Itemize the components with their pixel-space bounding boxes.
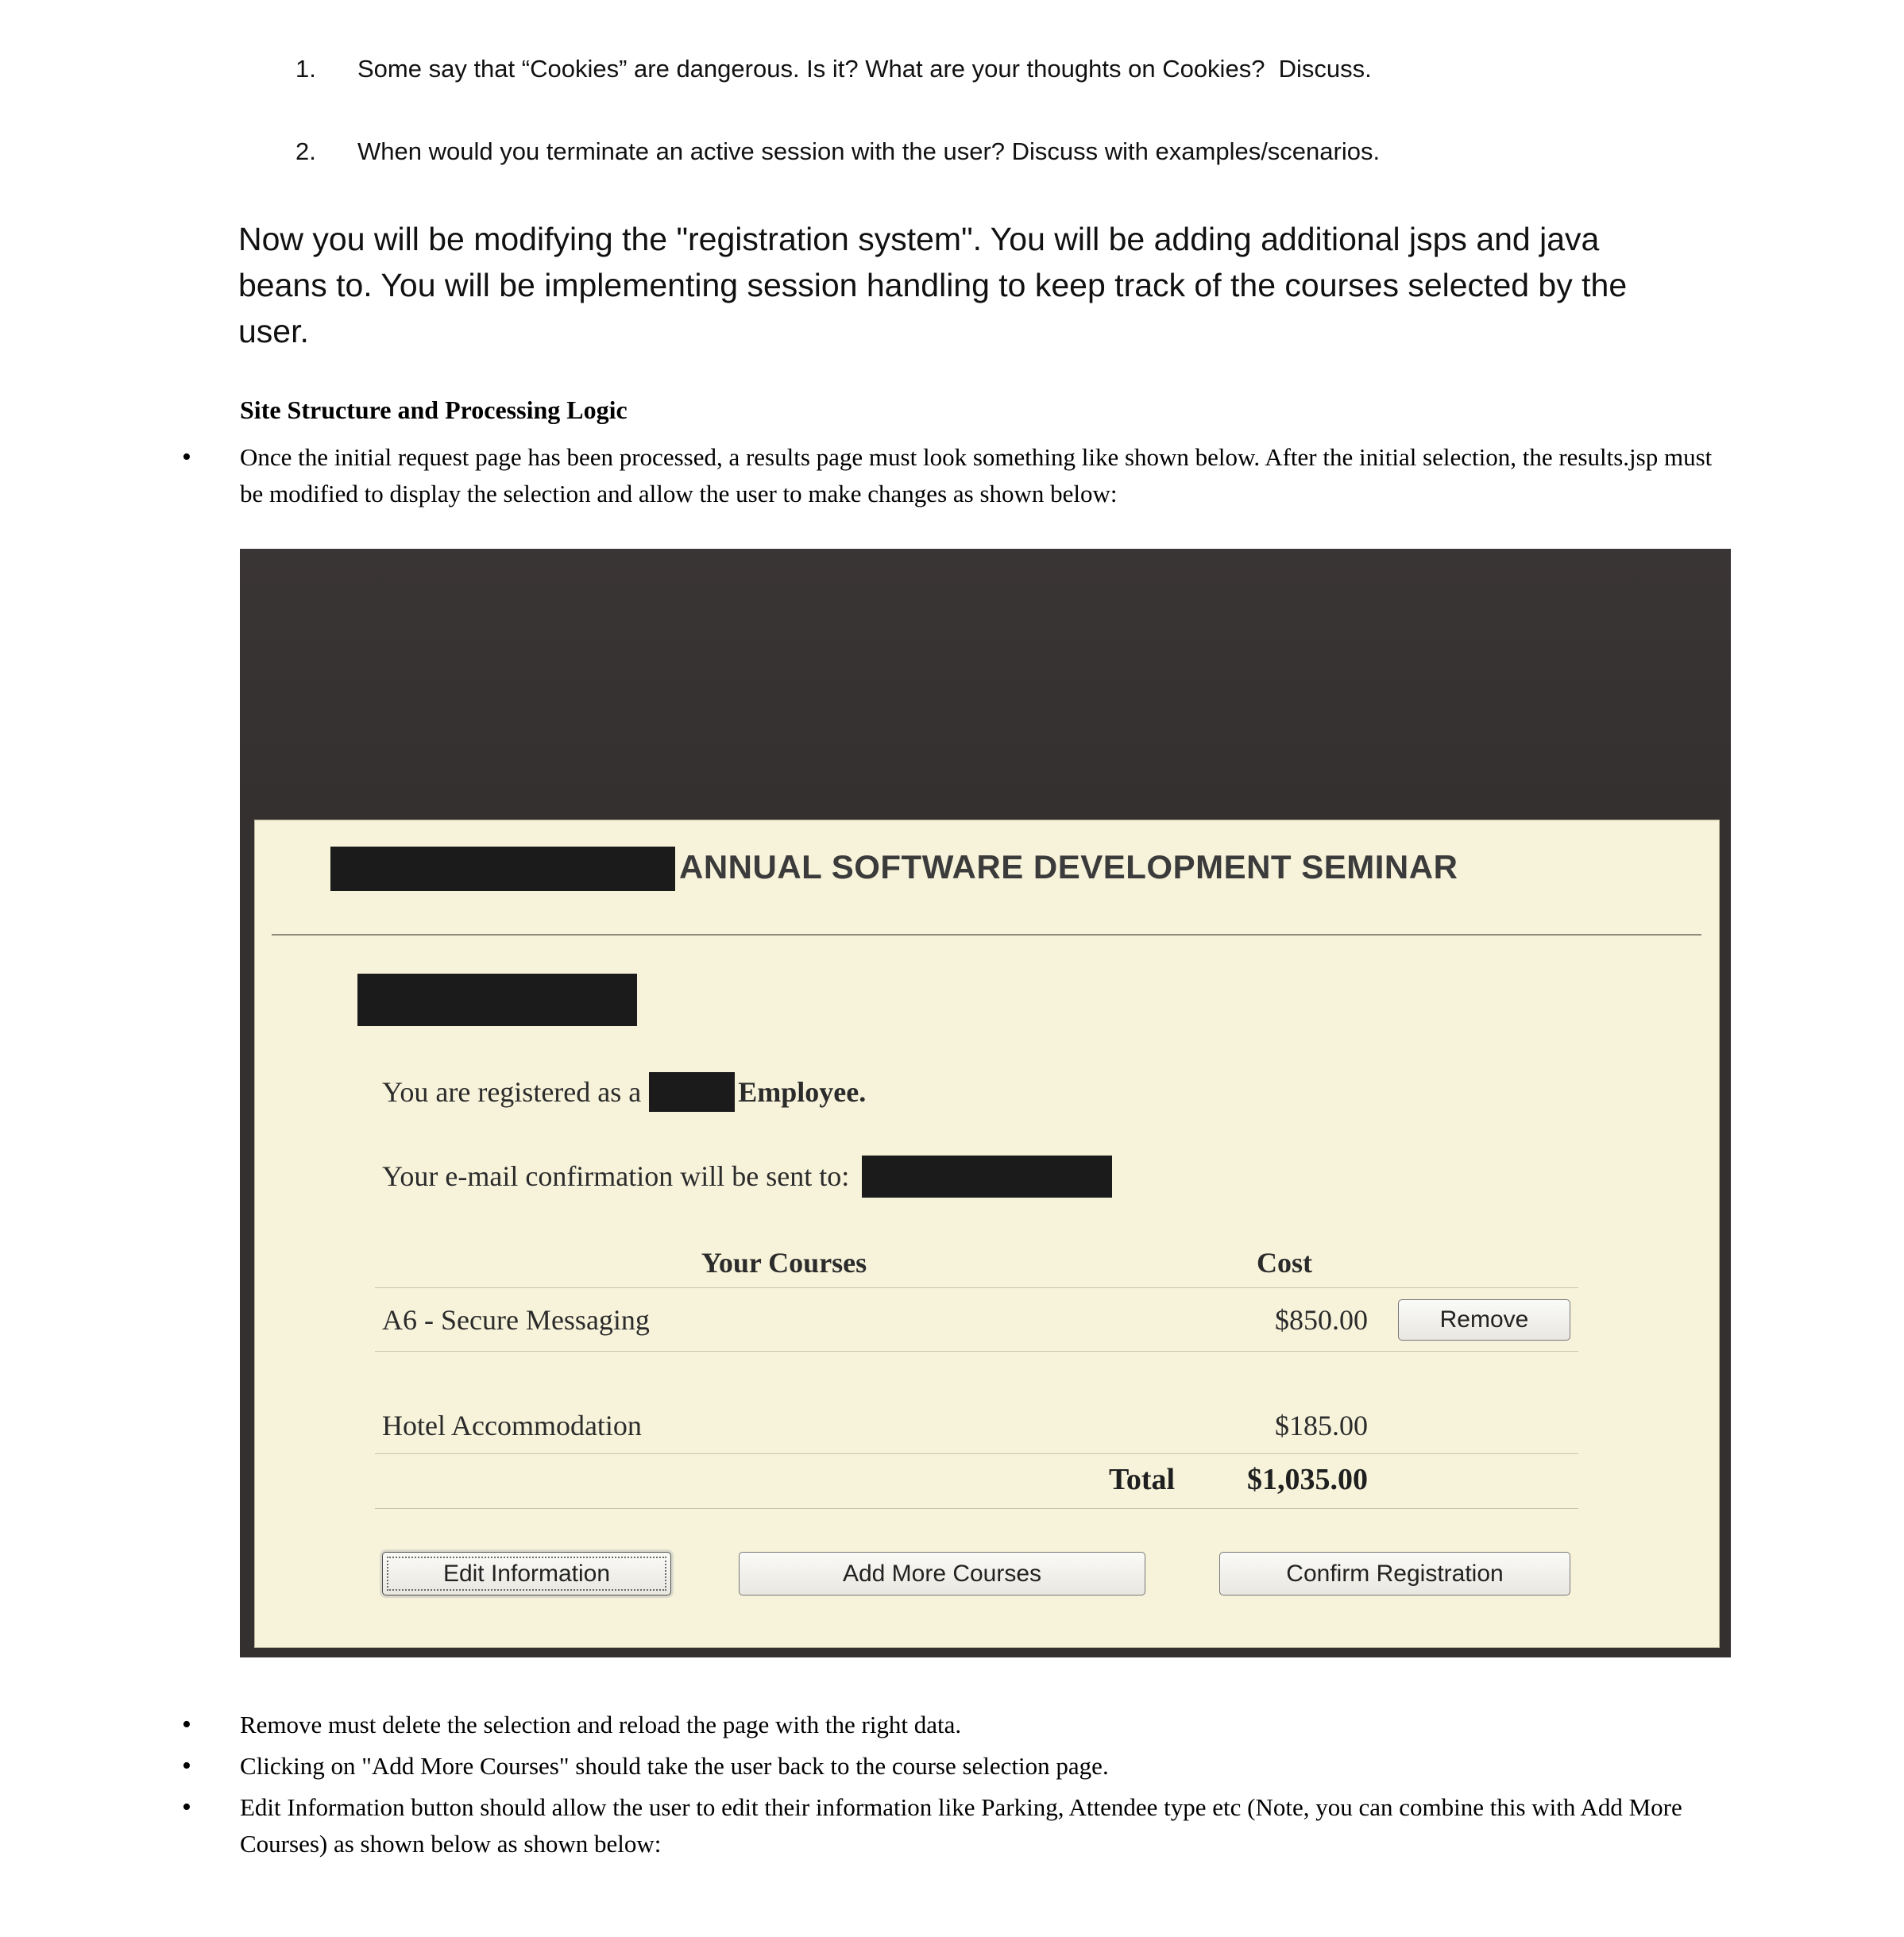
course-name: A6 - Secure Messaging bbox=[382, 1304, 650, 1336]
seminar-page-background bbox=[254, 820, 1720, 1648]
seminar-title: ANNUAL SOFTWARE DEVELOPMENT SEMINAR bbox=[679, 848, 1458, 886]
courses-column-header: Your Courses bbox=[701, 1247, 867, 1279]
course-cost: $185.00 bbox=[1275, 1410, 1368, 1441]
question-number: 1. bbox=[295, 55, 316, 83]
email-text: Your e-mail confirmation will be sent to: bbox=[382, 1160, 850, 1192]
question-item bbox=[295, 133, 1904, 170]
cost-column-header: Cost bbox=[1257, 1247, 1312, 1279]
section-heading: Site Structure and Processing Logic bbox=[240, 396, 628, 424]
bottom-bullet-list bbox=[0, 1707, 1904, 1862]
registered-text: You are registered as a bbox=[382, 1076, 642, 1108]
question-text: When would you terminate an active session with the user? Discuss with examples/scenarios. bbox=[357, 137, 1381, 165]
bullet-text: Clicking on "Add More Courses" should take the user back to the course selection page. bbox=[240, 1752, 1109, 1780]
bullet-item bbox=[182, 439, 1904, 512]
redacted-attendee-type bbox=[649, 1072, 735, 1112]
table-divider bbox=[375, 1508, 1578, 1509]
registered-employee-text: Employee. bbox=[738, 1076, 867, 1108]
embedded-screenshot bbox=[240, 549, 1731, 1657]
registered-line bbox=[382, 1070, 866, 1114]
table-divider bbox=[375, 1287, 1578, 1288]
redacted-block bbox=[357, 974, 637, 1026]
bullet-item bbox=[182, 1789, 1904, 1862]
course-name: Hotel Accommodation bbox=[382, 1410, 642, 1441]
question-text: Some say that “Cookies” are dangerous. Is it? What are your thoughts on Cookies? Discuss. bbox=[357, 55, 1372, 83]
remove-button[interactable]: Remove bbox=[1398, 1299, 1570, 1341]
bullet-icon: • bbox=[182, 1710, 191, 1739]
bullet-item bbox=[182, 1748, 1904, 1785]
bullet-icon: • bbox=[182, 442, 191, 472]
course-cost: $850.00 bbox=[1275, 1304, 1368, 1336]
redacted-email bbox=[862, 1156, 1112, 1198]
edit-information-button[interactable]: Edit Information bbox=[382, 1552, 671, 1596]
bullet-text: Remove must delete the selection and reload the page with the right data. bbox=[240, 1711, 962, 1738]
title-divider bbox=[272, 934, 1701, 936]
confirm-registration-button[interactable]: Confirm Registration bbox=[1219, 1552, 1570, 1596]
bullet-text: Once the initial request page has been processed, a results page must look something like shown below. After the initial selection, the results.jsp must be modified to display the selection and allow the user to make changes as shown below: bbox=[240, 443, 1713, 507]
email-confirmation-line bbox=[382, 1154, 1112, 1198]
intro-paragraph: Now you will be modifying the "registration system". You will be adding additional jsps and java beans to. You will be implementing session handling to keep track of the courses selected by the user. bbox=[238, 221, 1628, 349]
total-label: Total bbox=[1109, 1463, 1176, 1496]
question-item bbox=[295, 51, 1904, 87]
bullet-item bbox=[182, 1707, 1904, 1743]
browser-chrome bbox=[240, 549, 1731, 820]
table-divider bbox=[375, 1453, 1578, 1454]
table-divider bbox=[375, 1351, 1578, 1352]
bullet-text: Edit Information button should allow the user to edit their information like Parking, Attendee type etc (Note, you can combine this with Add More Courses) as shown below as shown below: bbox=[240, 1793, 1682, 1858]
question-number: 2. bbox=[295, 137, 316, 165]
add-more-courses-button[interactable]: Add More Courses bbox=[739, 1552, 1145, 1596]
total-value: $1,035.00 bbox=[1247, 1463, 1368, 1496]
question-list bbox=[295, 0, 1904, 170]
bullet-icon: • bbox=[182, 1751, 191, 1781]
redacted-logo bbox=[330, 847, 675, 891]
bullet-icon: • bbox=[182, 1792, 191, 1822]
